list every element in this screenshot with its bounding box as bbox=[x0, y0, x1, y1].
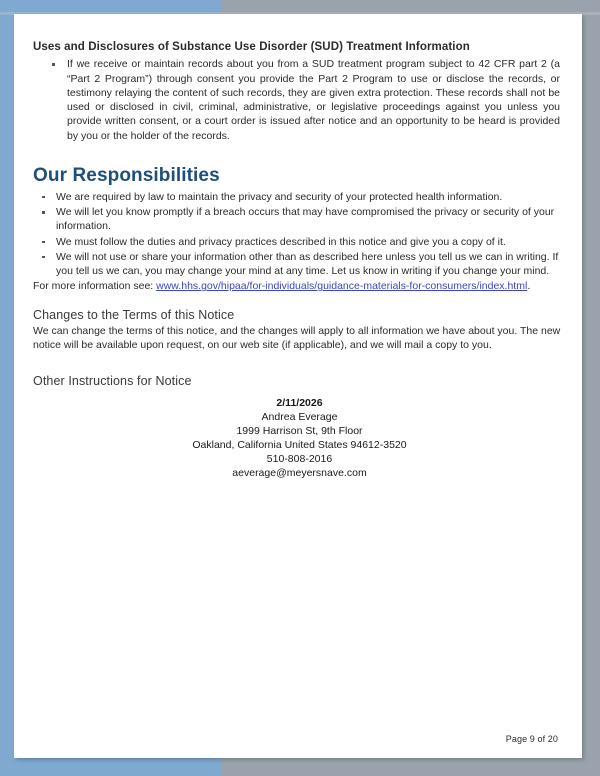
hhs-hipaa-link[interactable]: www.hhs.gov/hipaa/for-individuals/guidance-materials-for-consumers/index.html bbox=[156, 280, 528, 293]
list-item: We must follow the duties and privacy practices described in this notice and give you a copy of it. bbox=[33, 235, 566, 249]
list-item: We are required by law to maintain the privacy and security of your protected health information. bbox=[33, 190, 566, 204]
spacer bbox=[33, 144, 566, 165]
contact-email: aeverage@meyersnave.com bbox=[232, 467, 367, 480]
page-content bbox=[33, 40, 566, 481]
responsibilities-bullet-list bbox=[33, 190, 566, 279]
more-information-line bbox=[33, 279, 566, 293]
more-information-suffix: . bbox=[527, 280, 531, 293]
page-footer: Page 9 of 20 bbox=[505, 734, 558, 744]
spacer bbox=[33, 352, 566, 373]
contact-date: 2/11/2026 bbox=[276, 397, 323, 410]
changes-to-terms-body: We can change the terms of this notice, and the changes will apply to all information we have about you. The new notice will be available upon request, on our web site (if applicable), and we will mail a copy to you. bbox=[33, 324, 561, 351]
contact-address-line-1: 1999 Harrison St, 9th Floor bbox=[236, 425, 363, 438]
list-item: We will not use or share your information other than as described here unless you tell us we can in writing. If you tell us we can, you may change your mind at any time. Let us know in writing if you change your mind. bbox=[33, 250, 566, 279]
contact-name: Andrea Everage bbox=[261, 411, 338, 424]
sud-bullet-list bbox=[33, 57, 566, 143]
list-item: If we receive or maintain records about you from a SUD treatment program subject to 42 CFR part 2 (a “Part 2 Program”) through consent you provide the Part 2 Program to use or disclose the records, or testimony relaying the content of such records, they are given extra protection. These records shall not be used or disclosed in civil, criminal, administrative, or legislative proceedings against you unless you provide written consent, or a court order is issued after notice and an opportunity to be heard is provided by you or the holder of the records. bbox=[33, 57, 566, 143]
section-heading-our-responsibilities: Our Responsibilities bbox=[33, 164, 220, 186]
spacer bbox=[33, 294, 566, 307]
contact-block bbox=[33, 397, 566, 481]
section-heading-other-instructions: Other Instructions for Notice bbox=[33, 374, 192, 389]
section-heading-sud: Uses and Disclosures of Substance Use Disorder (SUD) Treatment Information bbox=[33, 41, 470, 53]
document-page bbox=[14, 14, 582, 758]
list-item: We will let you know promptly if a breach occurs that may have compromised the privacy or security of your information. bbox=[33, 205, 566, 234]
more-information-prefix: For more information see: bbox=[33, 280, 157, 293]
contact-address-line-2: Oakland, California United States 94612-3520 bbox=[192, 439, 407, 452]
section-heading-changes-to-terms: Changes to the Terms of this Notice bbox=[33, 307, 235, 322]
contact-phone: 510-808-2016 bbox=[266, 453, 333, 466]
